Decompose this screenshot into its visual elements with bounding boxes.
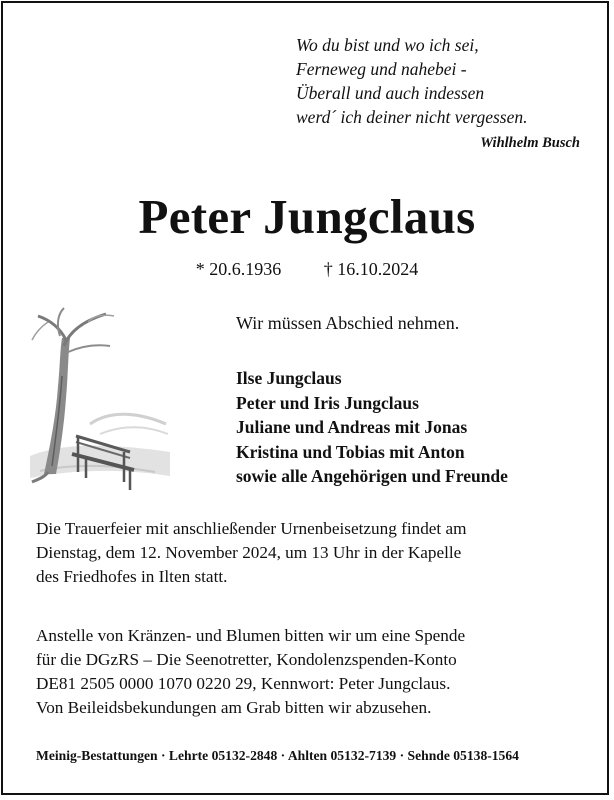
mourner: Juliane und Andreas mit Jonas	[236, 417, 468, 437]
tree-and-bench-illustration	[30, 306, 170, 496]
mourner: Ilse Jungclaus	[236, 368, 342, 388]
donation-paragraph	[36, 624, 596, 720]
text-line: des Friedhofes in Ilten statt.	[36, 567, 228, 586]
mourner: sowie alle Angehörigen und Freunde	[236, 466, 508, 486]
text-line: Anstelle von Kränzen- und Blumen bitten wir um eine Spende	[36, 626, 466, 645]
funeral-paragraph	[36, 517, 596, 589]
text-line: für die DGzRS – Die Seenotretter, Kondolenzspenden-Konto	[36, 650, 457, 669]
poem-line: werd´ ich deiner nicht vergessen.	[296, 107, 528, 127]
farewell-line: Wir müssen Abschied nehmen.	[236, 313, 460, 333]
poem-line: Ferneweg und nahebei -	[296, 59, 467, 79]
text-line: Die Trauerfeier mit anschließender Urnenbeisetzung findet am	[36, 519, 467, 538]
text-line: Dienstag, dem 12. November 2024, um 13 Uhr in der Kapelle	[36, 543, 462, 562]
poem-line: Überall und auch indessen	[296, 83, 485, 103]
mourner: Kristina und Tobias mit Anton	[236, 441, 465, 462]
deceased-name: Peter Jungclaus	[138, 189, 476, 244]
poem-author: Wihlhelm Busch	[480, 135, 580, 151]
poem-line: Wo du bist und wo ich sei,	[296, 35, 479, 55]
death-date: † 16.10.2024	[323, 259, 419, 279]
text-line: Von Beileidsbekundungen am Grab bitten wir abzusehen.	[36, 698, 432, 717]
mourner: Peter und Iris Jungclaus	[236, 392, 419, 413]
funeral-home-footer: Meinig-Bestattungen · Lehrte 05132-2848 · Ahlten 05132-7139 · Sehnde 05138-1564	[36, 748, 519, 763]
birth-date: * 20.6.1936	[195, 259, 282, 279]
life-dates	[0, 259, 614, 280]
text-line: DE81 2505 0000 1070 0220 29, Kennwort: Peter Jungclaus.	[36, 674, 451, 693]
mourners-list	[236, 366, 508, 489]
poem	[296, 33, 596, 129]
